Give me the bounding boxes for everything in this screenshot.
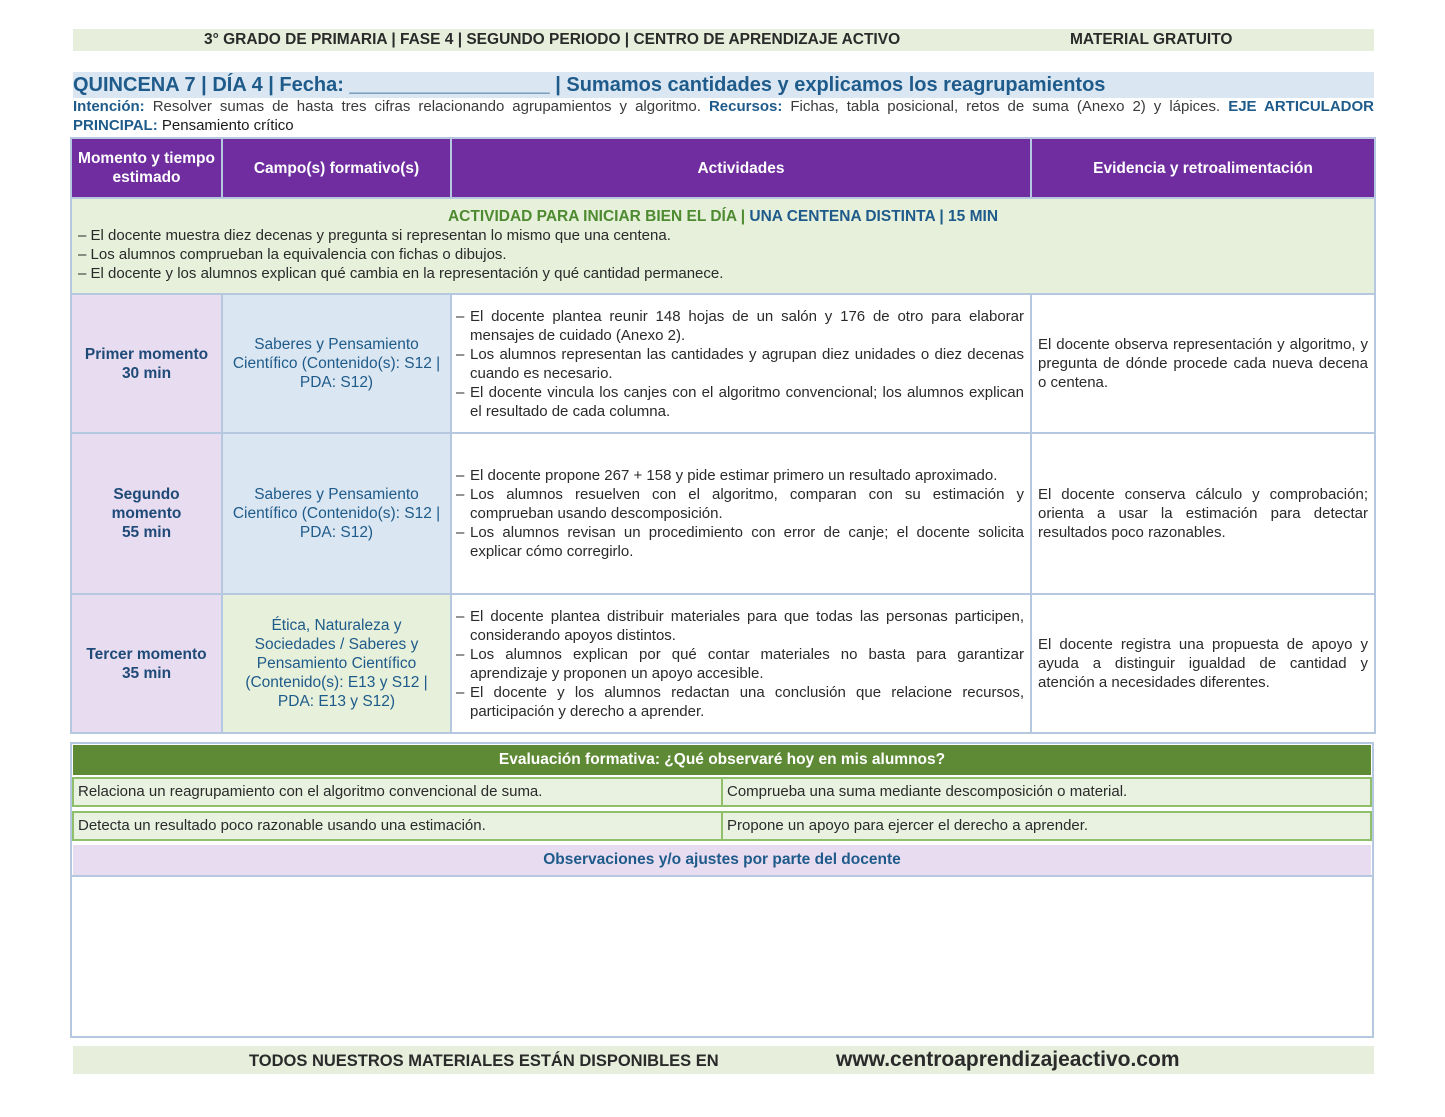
table-row (71, 294, 1375, 433)
list-item: – Los alumnos explican por qué contar materiales no basta para garantizar aprendizaje y proponen un apoyo accesible. (456, 645, 1024, 682)
start-line: – El docente muestra diez decenas y pregunta si representan lo mismo que una centena. (78, 227, 671, 244)
start-activity-cell (71, 198, 1375, 294)
evidence-cell: El docente conserva cálculo y comprobación; orienta a usar la estimación para detectar resultados poco razonables. (1031, 433, 1375, 594)
header-evidence: Evidencia y retroalimentación (1031, 138, 1375, 198)
start-activity-title: ACTIVIDAD PARA INICIAR BIEN EL DÍA | UNA CENTENA DISTINTA | 15 MIN (447, 208, 999, 225)
activities-cell (451, 594, 1031, 733)
evaluation-title: Evaluación formativa: ¿Qué observaré hoy en mis alumnos? (73, 745, 1371, 775)
list-item: – El docente y los alumnos redactan una conclusión que relacione recursos, participación y derecho a aprender. (456, 683, 1024, 720)
campo-cell: Saberes y Pensamiento Científico (Contenido(s): S12 | PDA: S12) (222, 294, 451, 433)
list-item: – El docente plantea reunir 148 hojas de un salón y 176 de otro para elaborar mensajes de cuidado (Anexo 2). (456, 307, 1024, 344)
list-item: – Los alumnos representan las cantidades y agrupan diez unidades o diez decenas cuando es necesario. (456, 345, 1024, 382)
table-row (71, 433, 1375, 594)
table-header-row (71, 138, 1375, 198)
start-activity-row (71, 198, 1375, 294)
axis-label: EJE ARTICULADOR PRINCIPAL: (73, 98, 1375, 134)
evaluation-item: Propone un apoyo para ejercer el derecho a aprender. (721, 811, 1372, 841)
footer-text: TODOS NUESTROS MATERIALES ESTÁN DISPONIBLES EN (249, 1052, 719, 1070)
divider (72, 875, 1372, 877)
page-title: QUINCENA 7 | DÍA 4 | Fecha: __________________ | Sumamos cantidades y explicamos los reagrupamientos (73, 72, 1374, 98)
footer-bar (73, 1046, 1374, 1074)
evaluation-item: Detecta un resultado poco razonable usando una estimación. (72, 811, 723, 841)
list-item: – Los alumnos resuelven con el algoritmo, comparan con su estimación y comprueban usando descomposición. (456, 486, 1024, 522)
header-free-material: MATERIAL GRATUITO (1070, 31, 1233, 48)
header-grade-info: 3° GRADO DE PRIMARIA | FASE 4 | SEGUNDO PERIODO | CENTRO DE APRENDIZAJE ACTIVO (204, 31, 901, 48)
resources-label: Recursos: (708, 98, 783, 115)
header-moment: Momento y tiempo estimado (71, 138, 222, 198)
resources-text: Fichas, tabla posicional, retos de suma (Anexo 2) y lápices. (782, 98, 1229, 115)
moment-cell: Primer momento 30 min (71, 294, 222, 433)
list-item: – Los alumnos revisan un procedimiento con error de canje; el docente solicita explicar cómo corregirlo. (456, 524, 1024, 560)
header-campo: Campo(s) formativo(s) (222, 138, 451, 198)
list-item: – El docente propone 267 + 158 y pide estimar primero un resultado aproximado. (456, 467, 998, 484)
intention-label: Intención: (73, 98, 145, 115)
footer-url-link[interactable]: www.centroaprendizajeactivo.com (836, 1048, 1180, 1071)
observations-title: Observaciones y/o ajustes por parte del docente (73, 845, 1371, 875)
axis-text: Pensamiento crítico (157, 117, 294, 134)
start-line: – El docente y los alumnos explican qué cambia en la representación y qué cantidad permanece. (78, 265, 724, 282)
evaluation-item: Relaciona un reagrupamiento con el algoritmo convencional de suma. (72, 777, 723, 807)
activities-cell (451, 433, 1031, 594)
moment-cell: Tercer momento 35 min (71, 594, 222, 733)
intention-block (73, 97, 1374, 135)
intention-text: Resolver sumas de hasta tres cifras relacionando agrupamientos y algoritmo. (144, 98, 709, 115)
plan-table (70, 137, 1376, 734)
list-item: – El docente plantea distribuir materiales para que todas las personas participen, considerando apoyos distintos. (456, 607, 1024, 644)
evidence-cell: El docente registra una propuesta de apoyo y ayuda a distinguir igualdad de cantidad y atención a necesidades diferentes. (1031, 594, 1375, 733)
start-line: – Los alumnos comprueban la equivalencia con fichas o dibujos. (78, 246, 507, 263)
list-item: – El docente vincula los canjes con el algoritmo convencional; los alumnos explican el resultado de cada columna. (456, 383, 1024, 420)
campo-cell: Saberes y Pensamiento Científico (Contenido(s): S12 | PDA: S12) (222, 433, 451, 594)
header-bar (73, 29, 1374, 51)
campo-cell: Ética, Naturaleza y Sociedades / Saberes y Pensamiento Científico (Contenido(s): E13 y S12 | PDA: E13 y S12) (222, 594, 451, 733)
activities-cell (451, 294, 1031, 433)
moment-cell: Segundo momento 55 min (71, 433, 222, 594)
table-row (71, 594, 1375, 733)
evidence-cell: El docente observa representación y algoritmo, y pregunta de dónde procede cada nueva decena o centena. (1031, 294, 1375, 433)
evaluation-item: Comprueba una suma mediante descomposición o material. (721, 777, 1372, 807)
header-activities: Actividades (451, 138, 1031, 198)
